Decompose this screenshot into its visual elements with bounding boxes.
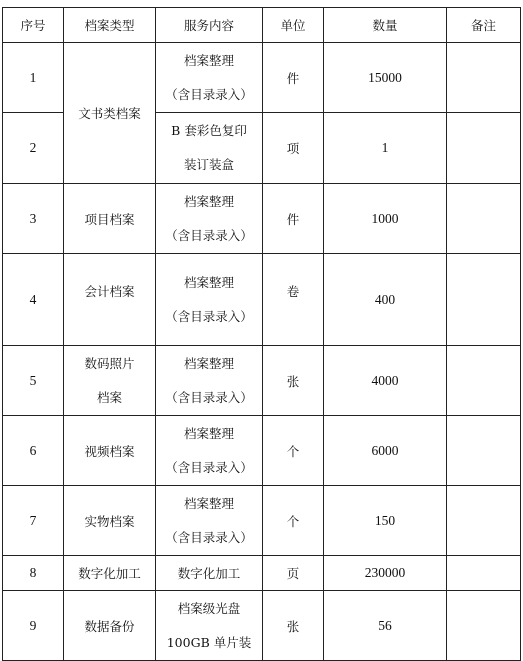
row-content bbox=[156, 113, 263, 184]
row-content bbox=[156, 43, 263, 113]
row-type: 文书类档案 bbox=[64, 43, 156, 184]
row-note bbox=[447, 43, 521, 113]
row-no: 1 bbox=[3, 43, 64, 113]
type-line: 档案 bbox=[96, 389, 122, 405]
table-row bbox=[3, 43, 521, 113]
row-qty: 4000 bbox=[324, 346, 447, 416]
content-line: 档案级光盘 bbox=[177, 600, 241, 616]
header-content: 服务内容 bbox=[156, 8, 263, 43]
row-content bbox=[156, 184, 263, 254]
row-unit: 项 bbox=[263, 113, 324, 184]
row-type: 实物档案 bbox=[64, 486, 156, 556]
table-row bbox=[3, 556, 521, 591]
row-type: 项目档案 bbox=[64, 184, 156, 254]
row-note bbox=[447, 254, 521, 346]
row-unit: 页 bbox=[263, 556, 324, 591]
header-row bbox=[3, 8, 521, 43]
row-note bbox=[447, 416, 521, 486]
row-type bbox=[64, 346, 156, 416]
row-unit: 件 bbox=[263, 184, 324, 254]
row-content bbox=[156, 591, 263, 661]
row-type: 视频档案 bbox=[64, 416, 156, 486]
row-qty: 56 bbox=[324, 591, 447, 661]
row-unit: 件 bbox=[263, 43, 324, 113]
content-line: （含目录录入） bbox=[165, 308, 253, 324]
table-row bbox=[3, 184, 521, 254]
content-line: （含目录录入） bbox=[165, 227, 253, 243]
row-unit: 个 bbox=[263, 486, 324, 556]
row-note bbox=[447, 113, 521, 184]
row-note bbox=[447, 346, 521, 416]
table-row bbox=[3, 486, 521, 556]
content-line: 装订装盒 bbox=[183, 157, 234, 172]
table-row bbox=[3, 254, 521, 346]
row-type: 数据备份 bbox=[64, 591, 156, 661]
content-line: 档案整理 bbox=[183, 495, 234, 511]
table-row bbox=[3, 416, 521, 486]
content-line: 档案整理 bbox=[183, 425, 234, 441]
row-unit: 张 bbox=[263, 346, 324, 416]
row-unit: 卷 bbox=[263, 254, 324, 346]
row-qty: 400 bbox=[324, 254, 447, 346]
row-type: 数字化加工 bbox=[64, 556, 156, 591]
row-note bbox=[447, 556, 521, 591]
row-qty: 230000 bbox=[324, 556, 447, 591]
content-line: （含目录录入） bbox=[165, 529, 253, 545]
row-content bbox=[156, 486, 263, 556]
row-no: 3 bbox=[3, 184, 64, 254]
content-line: 档案整理 bbox=[183, 274, 234, 290]
content-line: 档案整理 bbox=[183, 52, 234, 68]
row-content bbox=[156, 254, 263, 346]
content-line: （含目录录入） bbox=[165, 86, 253, 102]
row-content bbox=[156, 346, 263, 416]
content-line: （含目录录入） bbox=[165, 459, 253, 475]
row-no: 5 bbox=[3, 346, 64, 416]
content-line: 100GB 单片装 bbox=[166, 634, 252, 650]
row-unit: 张 bbox=[263, 591, 324, 661]
row-no: 6 bbox=[3, 416, 64, 486]
row-qty: 1 bbox=[324, 113, 447, 184]
row-no: 9 bbox=[3, 591, 64, 661]
header-unit: 单位 bbox=[263, 8, 324, 43]
row-qty: 1000 bbox=[324, 184, 447, 254]
header-qty: 数量 bbox=[324, 8, 447, 43]
row-note bbox=[447, 591, 521, 661]
content-line: 档案整理 bbox=[183, 193, 234, 209]
content-line: 档案整理 bbox=[183, 355, 234, 371]
row-no: 2 bbox=[3, 113, 64, 184]
row-no: 7 bbox=[3, 486, 64, 556]
header-type: 档案类型 bbox=[64, 8, 156, 43]
content-line: B 套彩色复印 bbox=[171, 123, 247, 138]
service-table bbox=[2, 7, 521, 661]
row-note bbox=[447, 184, 521, 254]
row-qty: 150 bbox=[324, 486, 447, 556]
row-type: 会计档案 bbox=[64, 254, 156, 346]
row-content: 数字化加工 bbox=[156, 556, 263, 591]
table-row bbox=[3, 591, 521, 661]
table-row bbox=[3, 346, 521, 416]
row-unit: 个 bbox=[263, 416, 324, 486]
row-qty: 15000 bbox=[324, 43, 447, 113]
row-qty: 6000 bbox=[324, 416, 447, 486]
row-content bbox=[156, 416, 263, 486]
type-line: 数码照片 bbox=[84, 355, 135, 371]
row-note bbox=[447, 486, 521, 556]
row-no: 8 bbox=[3, 556, 64, 591]
header-note: 备注 bbox=[447, 8, 521, 43]
content-line: （含目录录入） bbox=[165, 389, 253, 405]
row-no: 4 bbox=[3, 254, 64, 346]
header-no: 序号 bbox=[3, 8, 64, 43]
